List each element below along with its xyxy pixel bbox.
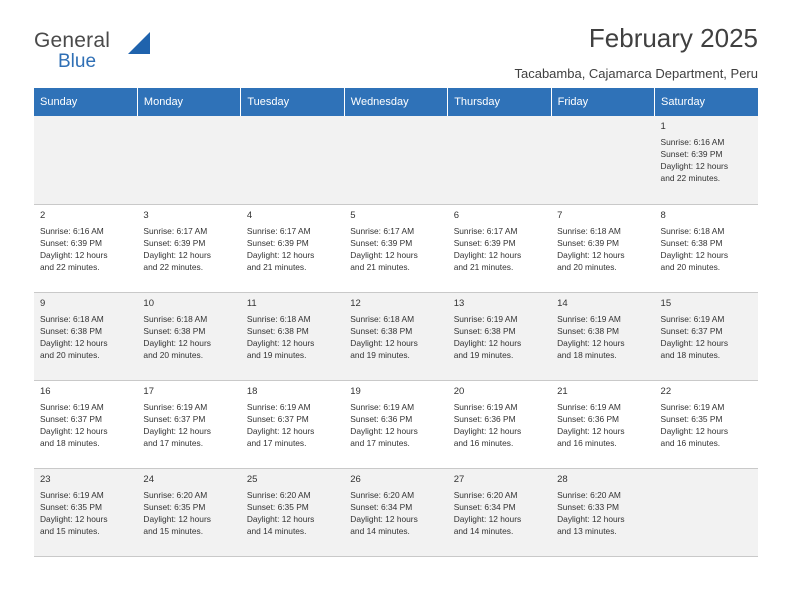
day-number: 5 [350,209,356,221]
logo-text-blue: Blue [58,51,97,72]
day-info-line: and 14 minutes. [350,525,410,536]
day-number: 6 [453,209,459,221]
calendar-day-cell[interactable] [34,292,137,380]
day-info-line: Daylight: 12 hours [40,513,108,524]
day-info-line: and 20 minutes. [557,261,617,272]
calendar-day-cell[interactable] [344,380,447,468]
day-number: 12 [350,297,361,309]
day-info-line: Sunrise: 6:16 AM [40,225,104,236]
day-info-line: and 16 minutes. [453,437,514,448]
day-info-line: Sunset: 6:38 PM [350,325,413,336]
day-info-line: Sunset: 6:38 PM [143,325,206,336]
calendar-empty-cell [34,116,137,204]
calendar-week-row [34,116,758,204]
day-info-line: and 22 minutes. [40,261,100,272]
day-info-line: Sunrise: 6:18 AM [350,313,415,324]
day-info-line: Sunset: 6:34 PM [453,501,516,512]
day-info-line: and 18 minutes. [660,349,721,360]
day-info-line: Sunrise: 6:18 AM [660,225,725,236]
day-info-line: Daylight: 12 hours [557,249,625,260]
day-info-line: and 17 minutes. [143,437,204,448]
day-info-line: Sunset: 6:36 PM [350,413,413,424]
day-info-line: Sunrise: 6:19 AM [660,401,725,412]
day-info-line: Sunrise: 6:18 AM [557,225,621,236]
day-info-line: Sunset: 6:36 PM [557,413,620,424]
day-info-line: Daylight: 12 hours [453,337,522,348]
weekday-header-wednesday: Wednesday [344,88,447,116]
day-info-line: Sunrise: 6:19 AM [557,313,621,324]
calendar-empty-cell [448,116,551,204]
day-info-line: Sunset: 6:39 PM [246,237,309,248]
day-info-line: Daylight: 12 hours [660,337,729,348]
day-info-line: Daylight: 12 hours [143,425,211,436]
day-number: 21 [557,385,568,397]
day-info-line: and 19 minutes. [350,349,410,360]
day-info-line: Sunset: 6:38 PM [40,325,102,336]
day-info-line: Daylight: 12 hours [660,249,729,260]
day-info-line: and 21 minutes. [246,261,307,272]
day-number: 24 [143,473,154,485]
calendar-day-cell[interactable] [551,292,654,380]
day-info-line: and 17 minutes. [246,437,307,448]
day-number: 9 [40,297,46,309]
day-info-line: Sunset: 6:37 PM [40,413,102,424]
day-info-line: Sunrise: 6:20 AM [350,489,415,500]
day-info-line: Sunrise: 6:19 AM [350,401,415,412]
day-info-line: Daylight: 12 hours [557,337,625,348]
day-number: 4 [246,209,253,221]
calendar-empty-cell [655,468,758,556]
day-number: 3 [143,209,149,221]
day-info-line: Sunrise: 6:18 AM [143,313,208,324]
day-info-line: and 15 minutes. [143,525,204,536]
calendar-day-cell[interactable] [448,468,551,556]
day-info-line: and 21 minutes. [350,261,410,272]
day-info-line: Sunset: 6:39 PM [557,237,620,248]
calendar-week-row [34,204,758,292]
day-info-line: Daylight: 12 hours [557,425,625,436]
day-number: 20 [453,385,465,397]
day-info-line: Sunrise: 6:19 AM [40,401,104,412]
day-info-line: and 19 minutes. [246,349,307,360]
calendar-day-cell[interactable] [137,204,240,292]
day-info-line: Sunset: 6:35 PM [143,501,206,512]
weekday-header-tuesday: Tuesday [241,88,344,116]
calendar-week-row [34,468,758,556]
day-info-line: Daylight: 12 hours [660,425,729,436]
day-number: 13 [453,297,465,309]
day-info-line: Sunset: 6:38 PM [246,325,309,336]
calendar-table [34,88,758,557]
day-number: 14 [557,297,568,309]
day-info-line: Daylight: 12 hours [40,249,108,260]
day-info-line: Sunset: 6:39 PM [143,237,206,248]
weekday-header-saturday: Saturday [655,88,758,116]
day-info-line: Daylight: 12 hours [143,249,211,260]
day-info-line: Sunset: 6:39 PM [350,237,413,248]
day-info-line: and 14 minutes. [453,525,514,536]
day-info-line: Daylight: 12 hours [350,337,418,348]
day-info-line: and 21 minutes. [453,261,514,272]
calendar-empty-cell [137,116,240,204]
calendar-day-cell[interactable] [241,292,344,380]
calendar-day-cell[interactable] [448,292,551,380]
day-info-line: Daylight: 12 hours [246,337,315,348]
day-info-line: Sunrise: 6:20 AM [246,489,311,500]
day-info-line: Sunset: 6:38 PM [453,325,516,336]
day-info-line: Daylight: 12 hours [453,425,522,436]
day-info-line: Sunrise: 6:20 AM [143,489,208,500]
day-number: 16 [40,385,51,397]
day-info-line: Daylight: 12 hours [246,249,315,260]
day-info-line: and 20 minutes. [660,261,721,272]
calendar-day-cell[interactable] [655,116,758,204]
calendar-day-cell[interactable] [344,204,447,292]
day-info-line: Sunrise: 6:19 AM [660,313,725,324]
day-info-line: Sunrise: 6:20 AM [557,489,621,500]
calendar-day-cell[interactable] [551,204,654,292]
day-info-line: Sunrise: 6:17 AM [350,225,415,236]
day-info-line: Sunrise: 6:20 AM [453,489,518,500]
day-info-line: Daylight: 12 hours [143,513,211,524]
day-number: 22 [660,385,672,397]
day-info-line: Sunset: 6:35 PM [246,501,309,512]
page-header [34,0,758,81]
day-info-line: Sunrise: 6:19 AM [453,313,518,324]
calendar-day-cell[interactable] [655,204,758,292]
day-info-line: Sunrise: 6:19 AM [40,489,104,500]
day-info-line: Sunrise: 6:19 AM [143,401,208,412]
weekday-header-sunday: Sunday [34,88,137,116]
day-info-line: Sunset: 6:36 PM [453,413,516,424]
day-number: 7 [557,209,563,221]
day-info-line: Sunrise: 6:17 AM [246,225,311,236]
calendar-day-cell[interactable] [34,380,137,468]
day-number: 27 [453,473,465,485]
day-number: 17 [143,385,154,397]
day-info-line: Sunset: 6:39 PM [453,237,516,248]
triangle-logo-mark-icon [128,32,150,54]
calendar-day-cell[interactable] [137,468,240,556]
calendar-day-cell[interactable] [241,204,344,292]
brand-logo[interactable] [34,30,110,71]
weekday-header-thursday: Thursday [448,88,551,116]
day-info-line: Daylight: 12 hours [557,513,625,524]
day-info-line: Daylight: 12 hours [246,513,315,524]
day-info-line: Sunset: 6:39 PM [40,237,102,248]
calendar-day-cell[interactable] [137,292,240,380]
day-number: 1 [660,121,666,132]
calendar-day-cell[interactable] [241,468,344,556]
day-info-line: Sunrise: 6:16 AM [660,137,725,148]
calendar-day-cell[interactable] [448,380,551,468]
day-info-line: Daylight: 12 hours [453,513,522,524]
day-number: 26 [350,473,361,485]
day-info-line: Sunrise: 6:18 AM [246,313,311,324]
day-info-line: and 16 minutes. [660,437,721,448]
calendar-empty-cell [344,116,447,204]
day-info-line: Daylight: 12 hours [246,425,315,436]
page-title: February 2025 [588,23,758,53]
calendar-day-cell[interactable] [551,380,654,468]
day-info-line: Daylight: 12 hours [660,161,729,172]
day-info-line: and 22 minutes. [143,261,204,272]
calendar-day-cell[interactable] [137,380,240,468]
day-info-line: Sunset: 6:38 PM [660,237,723,248]
day-info-line: Sunrise: 6:18 AM [40,313,104,324]
calendar-day-cell[interactable] [448,204,551,292]
calendar-empty-cell [551,116,654,204]
calendar-empty-cell [241,116,344,204]
day-info-line: Sunrise: 6:19 AM [453,401,518,412]
day-info-line: and 19 minutes. [453,349,514,360]
calendar-day-cell[interactable] [551,468,654,556]
day-info-line: Daylight: 12 hours [453,249,522,260]
day-info-line: and 20 minutes. [143,349,204,360]
day-info-line: Sunset: 6:35 PM [40,501,102,512]
day-info-line: Daylight: 12 hours [350,249,418,260]
day-info-line: and 13 minutes. [557,525,617,536]
day-info-line: Daylight: 12 hours [143,337,211,348]
day-info-line: Sunset: 6:37 PM [143,413,206,424]
day-number: 10 [143,297,154,309]
calendar-day-cell[interactable] [655,292,758,380]
location-subtitle: Tacabamba, Cajamarca Department, Peru [514,65,758,81]
day-info-line: and 18 minutes. [40,437,100,448]
day-info-line: Sunrise: 6:17 AM [143,225,208,236]
day-number: 28 [557,473,568,485]
calendar-day-cell[interactable] [34,468,137,556]
calendar-day-cell[interactable] [344,468,447,556]
day-info-line: and 20 minutes. [40,349,100,360]
day-number: 2 [40,209,46,221]
calendar-body [34,116,758,556]
day-number: 19 [350,385,361,397]
day-number: 18 [246,385,258,397]
day-number: 25 [246,473,258,485]
day-info-line: Daylight: 12 hours [350,513,418,524]
calendar-day-cell[interactable] [344,292,447,380]
day-info-line: and 15 minutes. [40,525,100,536]
calendar-day-cell[interactable] [34,204,137,292]
day-number: 23 [40,473,51,485]
weekday-header-monday: Monday [137,88,240,116]
day-info-line: Sunset: 6:34 PM [350,501,413,512]
day-info-line: and 16 minutes. [557,437,617,448]
day-info-line: and 17 minutes. [350,437,410,448]
day-info-line: Daylight: 12 hours [350,425,418,436]
calendar-day-cell[interactable] [241,380,344,468]
day-info-line: Sunset: 6:35 PM [660,413,723,424]
day-info-line: Sunrise: 6:17 AM [453,225,518,236]
day-info-line: Daylight: 12 hours [40,337,108,348]
day-info-line: Sunrise: 6:19 AM [557,401,621,412]
day-info-line: Sunset: 6:38 PM [557,325,620,336]
day-info-line: Sunset: 6:33 PM [557,501,620,512]
day-info-line: and 14 minutes. [246,525,307,536]
calendar-week-row [34,292,758,380]
day-info-line: and 18 minutes. [557,349,617,360]
day-number: 15 [660,297,672,309]
weekday-header-row [34,88,758,116]
day-info-line: Daylight: 12 hours [40,425,108,436]
logo-text-general: General [34,29,111,52]
day-info-line: Sunrise: 6:19 AM [246,401,311,412]
calendar-week-row [34,380,758,468]
day-info-line: Sunset: 6:37 PM [246,413,309,424]
day-number: 8 [660,209,666,221]
day-info-line: Sunset: 6:37 PM [660,325,723,336]
day-info-line: Sunset: 6:39 PM [660,149,723,160]
weekday-header-friday: Friday [551,88,654,116]
day-number: 11 [246,297,257,309]
calendar-day-cell[interactable] [655,380,758,468]
day-info-line: and 22 minutes. [660,173,721,184]
